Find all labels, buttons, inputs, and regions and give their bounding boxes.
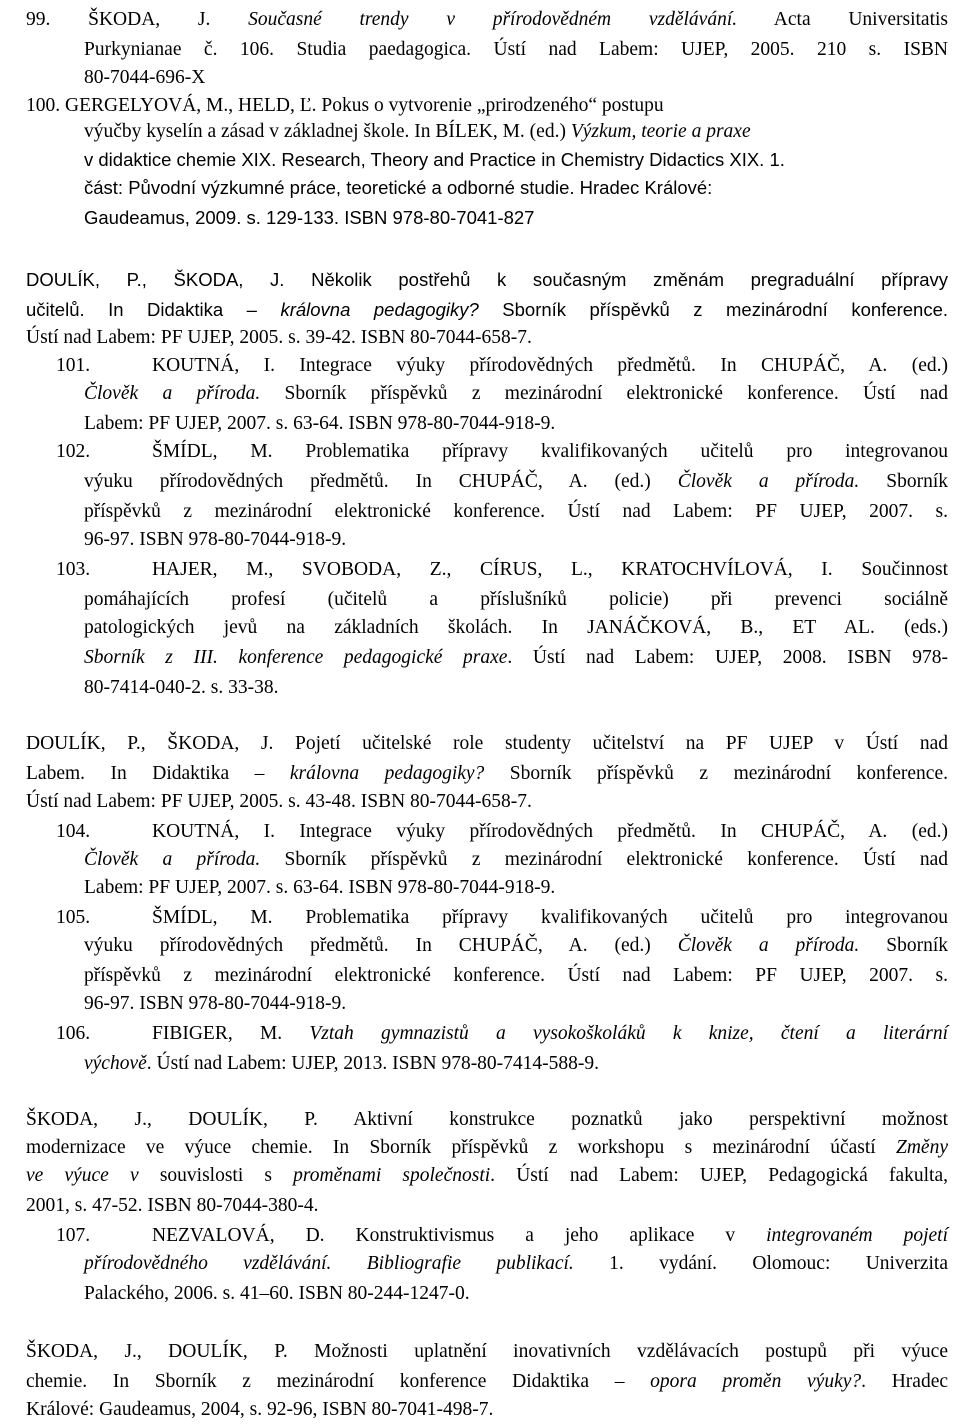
text-run: ŠMÍDL, M. Problematika přípravy kvalifikovaných učitelů pro integrovanou — [152, 907, 948, 928]
text-run: Purkynianae č. 106. Studia paedagogica. Ústí nad Labem: UJEP, 2005. 210 s. ISBN — [84, 39, 948, 60]
text-run: Labem. In Didaktika – — [26, 763, 290, 784]
text-run: Labem: PF UJEP, 2007. s. 63-64. ISBN 978-80-7044-918-9. — [84, 877, 556, 898]
text-run: KOUTNÁ, I. Integrace výuky přírodovědných předmětů. In CHUPÁČ, A. (ed.) — [152, 821, 948, 842]
reference-line — [84, 1280, 470, 1308]
text-run: výučby kyselín a zásad v základnej škole. In BÍLEK, M. (ed.) — [84, 121, 571, 142]
text-run: . Ústí nad Labem: UJEP, 2008. ISBN 978- — [507, 647, 948, 668]
italic-text: Člověk a příroda. — [677, 471, 860, 492]
reference-line — [56, 1020, 948, 1048]
italic-text: Člověk a příroda. — [677, 935, 860, 956]
entry-number: 105. — [56, 907, 91, 928]
text-run: . Hradec — [861, 1371, 949, 1392]
text-run: příspěvků z mezinárodní elektronické konference. Ústí nad Labem: PF UJEP, 2007. s. — [84, 965, 948, 986]
reference-line — [56, 352, 948, 380]
text-run: výuku přírodovědných předmětů. In CHUPÁČ, A. (ed.) — [84, 935, 678, 956]
italic-text: Změny — [896, 1137, 948, 1158]
reference-line — [84, 380, 948, 408]
reference-line — [26, 324, 532, 352]
italic-text: Sborník z III. konference pedagogické praxe — [84, 647, 508, 668]
italic-text: integrovaném pojetí — [766, 1225, 948, 1246]
text-run: 2001, s. 47-52. ISBN 80-7044-380-4. — [26, 1195, 319, 1216]
reference-line — [26, 1396, 493, 1424]
text-run: FIBIGER, M. — [152, 1023, 310, 1044]
text-run: učitelů. In Didaktika – — [26, 299, 281, 320]
reference-line — [56, 818, 948, 846]
reference-line — [26, 1192, 319, 1220]
text-run: 1. vydání. Olomouc: Univerzita — [573, 1253, 948, 1274]
text-run: v didaktice chemie XIX. Research, Theory and Practice in Chemistry Didactics XIX. 1. — [84, 149, 785, 170]
italic-text: přírodovědného vzdělávání. Bibliografie publikací. — [84, 1253, 574, 1274]
reference-line — [26, 1134, 948, 1162]
text-run: Sborník příspěvků z mezinárodní konference. — [478, 299, 948, 320]
reference-line — [84, 36, 948, 64]
italic-text: Současné trendy v přírodovědném vzdělávání. — [248, 9, 738, 30]
italic-text: proměnami společnosti — [293, 1165, 491, 1186]
reference-line — [56, 904, 948, 932]
reference-line — [84, 118, 948, 146]
reference-line — [56, 1222, 948, 1250]
reference-line — [84, 468, 948, 496]
reference-line — [84, 410, 555, 438]
text-run: Ústí nad Labem: PF UJEP, 2005. s. 43-48. ISBN 80-7044-658-7. — [26, 791, 532, 812]
text-run: Sborník příspěvků z mezinárodní elektronické konference. Ústí nad — [260, 849, 948, 870]
reference-line — [84, 498, 948, 526]
text-run: Sborník — [859, 935, 949, 956]
text-run: Gaudeamus, 2009. s. 129-133. ISBN 978-80-7041-827 — [84, 207, 535, 228]
italic-text: Vztah gymnazistů a vysokoškoláků k knize, čtení a literární — [309, 1023, 948, 1044]
text-run: DOULÍK, P., ŠKODA, J. Několik postřehů k současným změnám pregraduální přípravy — [26, 269, 948, 290]
text-run: chemie. In Sborník z mezinárodní konference Didaktika – — [26, 1371, 651, 1392]
text-run: pomáhajících profesí (učitelů a příslušníků policie) při prevenci sociálně — [84, 589, 948, 610]
text-run: 80-7414-040-2. s. 33-38. — [84, 677, 279, 698]
text-run: část: Původní výzkumné práce, teoretické a odborné studie. Hradec Králové: — [84, 177, 713, 198]
reference-line — [26, 92, 948, 120]
reference-line — [84, 962, 948, 990]
reference-line — [84, 990, 346, 1018]
italic-text: Člověk a příroda. — [84, 849, 261, 870]
reference-line — [26, 760, 948, 788]
reference-line — [84, 1050, 599, 1078]
reference-line — [26, 1106, 948, 1134]
entry-number: 102. — [56, 441, 91, 462]
italic-text: Člověk a příroda. — [84, 383, 261, 404]
italic-text: královna pedagogiky? — [289, 763, 485, 784]
reference-line — [84, 932, 948, 960]
text-run: Sborník — [859, 471, 949, 492]
text-run: Sborník příspěvků z mezinárodní konference. — [484, 763, 948, 784]
reference-line — [84, 846, 948, 874]
entry-number: 107. — [56, 1225, 91, 1246]
reference-line — [26, 730, 948, 758]
text-run: HAJER, M., SVOBODA, Z., CÍRUS, L., KRATOCHVÍLOVÁ, I. Součinnost — [152, 559, 948, 580]
text-run: 99. ŠKODA, J. — [26, 9, 249, 30]
entry-number: 101. — [56, 355, 91, 376]
text-run: ŠKODA, J., DOULÍK, P. Aktivní konstrukce poznatků jako perspektivní možnost — [26, 1109, 948, 1130]
reference-line — [26, 788, 532, 816]
text-run: souvislosti s — [138, 1165, 294, 1186]
reference-line — [84, 674, 278, 702]
entry-number: 104. — [56, 821, 91, 842]
text-run: ŠKODA, J., DOULÍK, P. Možnosti uplatnění inovativních vzdělávacích postupů při výuce — [26, 1341, 948, 1362]
text-run: 96-97. ISBN 978-80-7044-918-9. — [84, 993, 347, 1014]
text-run: 96-97. ISBN 978-80-7044-918-9. — [84, 529, 347, 550]
text-run: modernizace ve výuce chemie. In Sborník příspěvků z workshopu s mezinárodní účastí — [26, 1137, 896, 1158]
reference-line — [84, 204, 534, 232]
text-run: 80-7044-696-X — [84, 67, 206, 88]
italic-text: výchově — [84, 1053, 147, 1074]
italic-text: opora proměn výuky? — [650, 1371, 862, 1392]
text-run: Sborník příspěvků z mezinárodní elektronické konference. Ústí nad — [260, 383, 948, 404]
reference-line — [84, 644, 948, 672]
reference-line — [84, 146, 948, 174]
text-run: Králové: Gaudeamus, 2004, s. 92-96, ISBN 80-7041-498-7. — [26, 1399, 494, 1420]
reference-line — [26, 296, 948, 324]
text-run: příspěvků z mezinárodní elektronické konference. Ústí nad Labem: PF UJEP, 2007. s. — [84, 501, 948, 522]
reference-line — [84, 174, 712, 202]
reference-line — [26, 1162, 948, 1190]
italic-text: královna pedagogiky? — [280, 299, 479, 320]
italic-text: Výzkum, teorie a praxe — [570, 121, 751, 142]
reference-line — [84, 64, 205, 92]
text-run: KOUTNÁ, I. Integrace výuky přírodovědných předmětů. In CHUPÁČ, A. (ed.) — [152, 355, 948, 376]
reference-line — [84, 614, 948, 642]
reference-line — [84, 874, 555, 902]
text-run: DOULÍK, P., ŠKODA, J. Pojetí učitelské role studenty učitelství na PF UJEP v Ústí nad — [26, 733, 948, 754]
text-run: výuku přírodovědných předmětů. In CHUPÁČ, A. (ed.) — [84, 471, 678, 492]
text-run: patologických jevů na základních školách. In JANÁČKOVÁ, B., ET AL. (eds.) — [84, 617, 948, 638]
text-run: Labem: PF UJEP, 2007. s. 63-64. ISBN 978-80-7044-918-9. — [84, 413, 556, 434]
text-run: NEZVALOVÁ, D. Konstruktivismus a jeho aplikace v — [152, 1225, 767, 1246]
reference-line — [26, 266, 948, 294]
text-run: Ústí nad Labem: PF UJEP, 2005. s. 39-42. ISBN 80-7044-658-7. — [26, 327, 532, 348]
reference-line — [84, 586, 948, 614]
entry-number: 106. — [56, 1023, 91, 1044]
text-run: . Ústí nad Labem: UJEP, Pedagogická fakulta, — [490, 1165, 948, 1186]
italic-text: ve výuce v — [26, 1165, 139, 1186]
reference-line — [84, 1250, 948, 1278]
reference-line — [26, 6, 948, 34]
text-run: ŠMÍDL, M. Problematika přípravy kvalifikovaných učitelů pro integrovanou — [152, 441, 948, 462]
reference-line — [56, 556, 948, 584]
reference-line — [84, 526, 346, 554]
text-run: 100. GERGELYOVÁ, M., HELD, Ľ. Pokus o vytvorenie „prirodzeného“ postupu — [26, 95, 664, 116]
entry-number: 103. — [56, 559, 91, 580]
reference-line — [26, 1338, 948, 1366]
text-run: . Ústí nad Labem: UJEP, 2013. ISBN 978-80-7414-588-9. — [146, 1053, 600, 1074]
text-run: Acta Universitatis — [737, 9, 948, 30]
reference-line — [56, 438, 948, 466]
reference-line — [26, 1368, 948, 1396]
text-run: Palackého, 2006. s. 41–60. ISBN 80-244-1247-0. — [84, 1283, 470, 1304]
